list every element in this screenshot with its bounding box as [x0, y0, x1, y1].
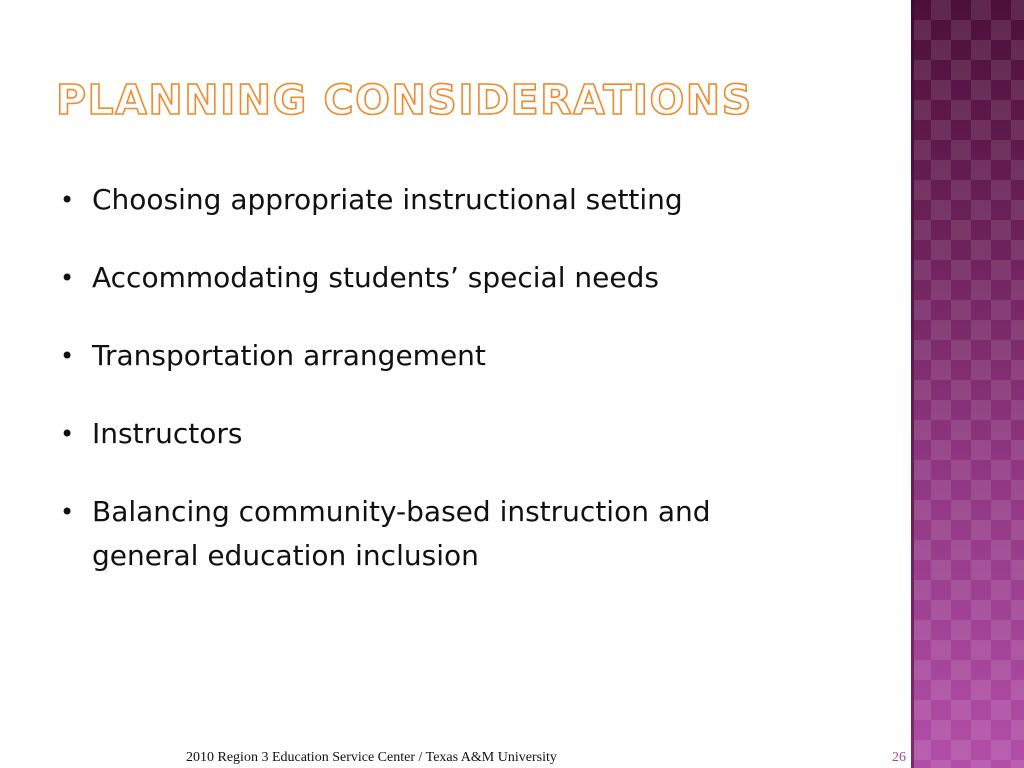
bullet-item: [58, 178, 778, 222]
bullet-text: Instructors: [92, 417, 243, 450]
slide-title: PLANNING CONSIDERATIONS: [56, 76, 753, 124]
bullet-icon: •: [60, 342, 75, 370]
bullet-item: [58, 412, 778, 456]
bullet-text: Transportation arrangement: [92, 339, 486, 372]
decorative-side-panel: [911, 0, 1024, 768]
bullet-text: Choosing appropriate instructional setting: [92, 183, 683, 216]
footer-text: 2010 Region 3 Education Service Center / Texas A&M University: [186, 750, 557, 765]
bullet-icon: •: [60, 264, 75, 292]
bullet-icon: •: [60, 420, 75, 448]
bullet-item: [58, 256, 778, 300]
page-number: 26: [892, 750, 906, 765]
bullet-icon: •: [60, 186, 75, 214]
side-panel-edge: [911, 0, 914, 768]
bullet-icon: •: [60, 498, 75, 526]
bullet-text: Accommodating students’ special needs: [92, 261, 659, 294]
bullet-item: [58, 334, 778, 378]
bullet-text: Balancing community-based instruction and general education inclusion: [92, 495, 711, 572]
bullet-item: [58, 490, 778, 578]
bullet-list: [58, 178, 778, 612]
